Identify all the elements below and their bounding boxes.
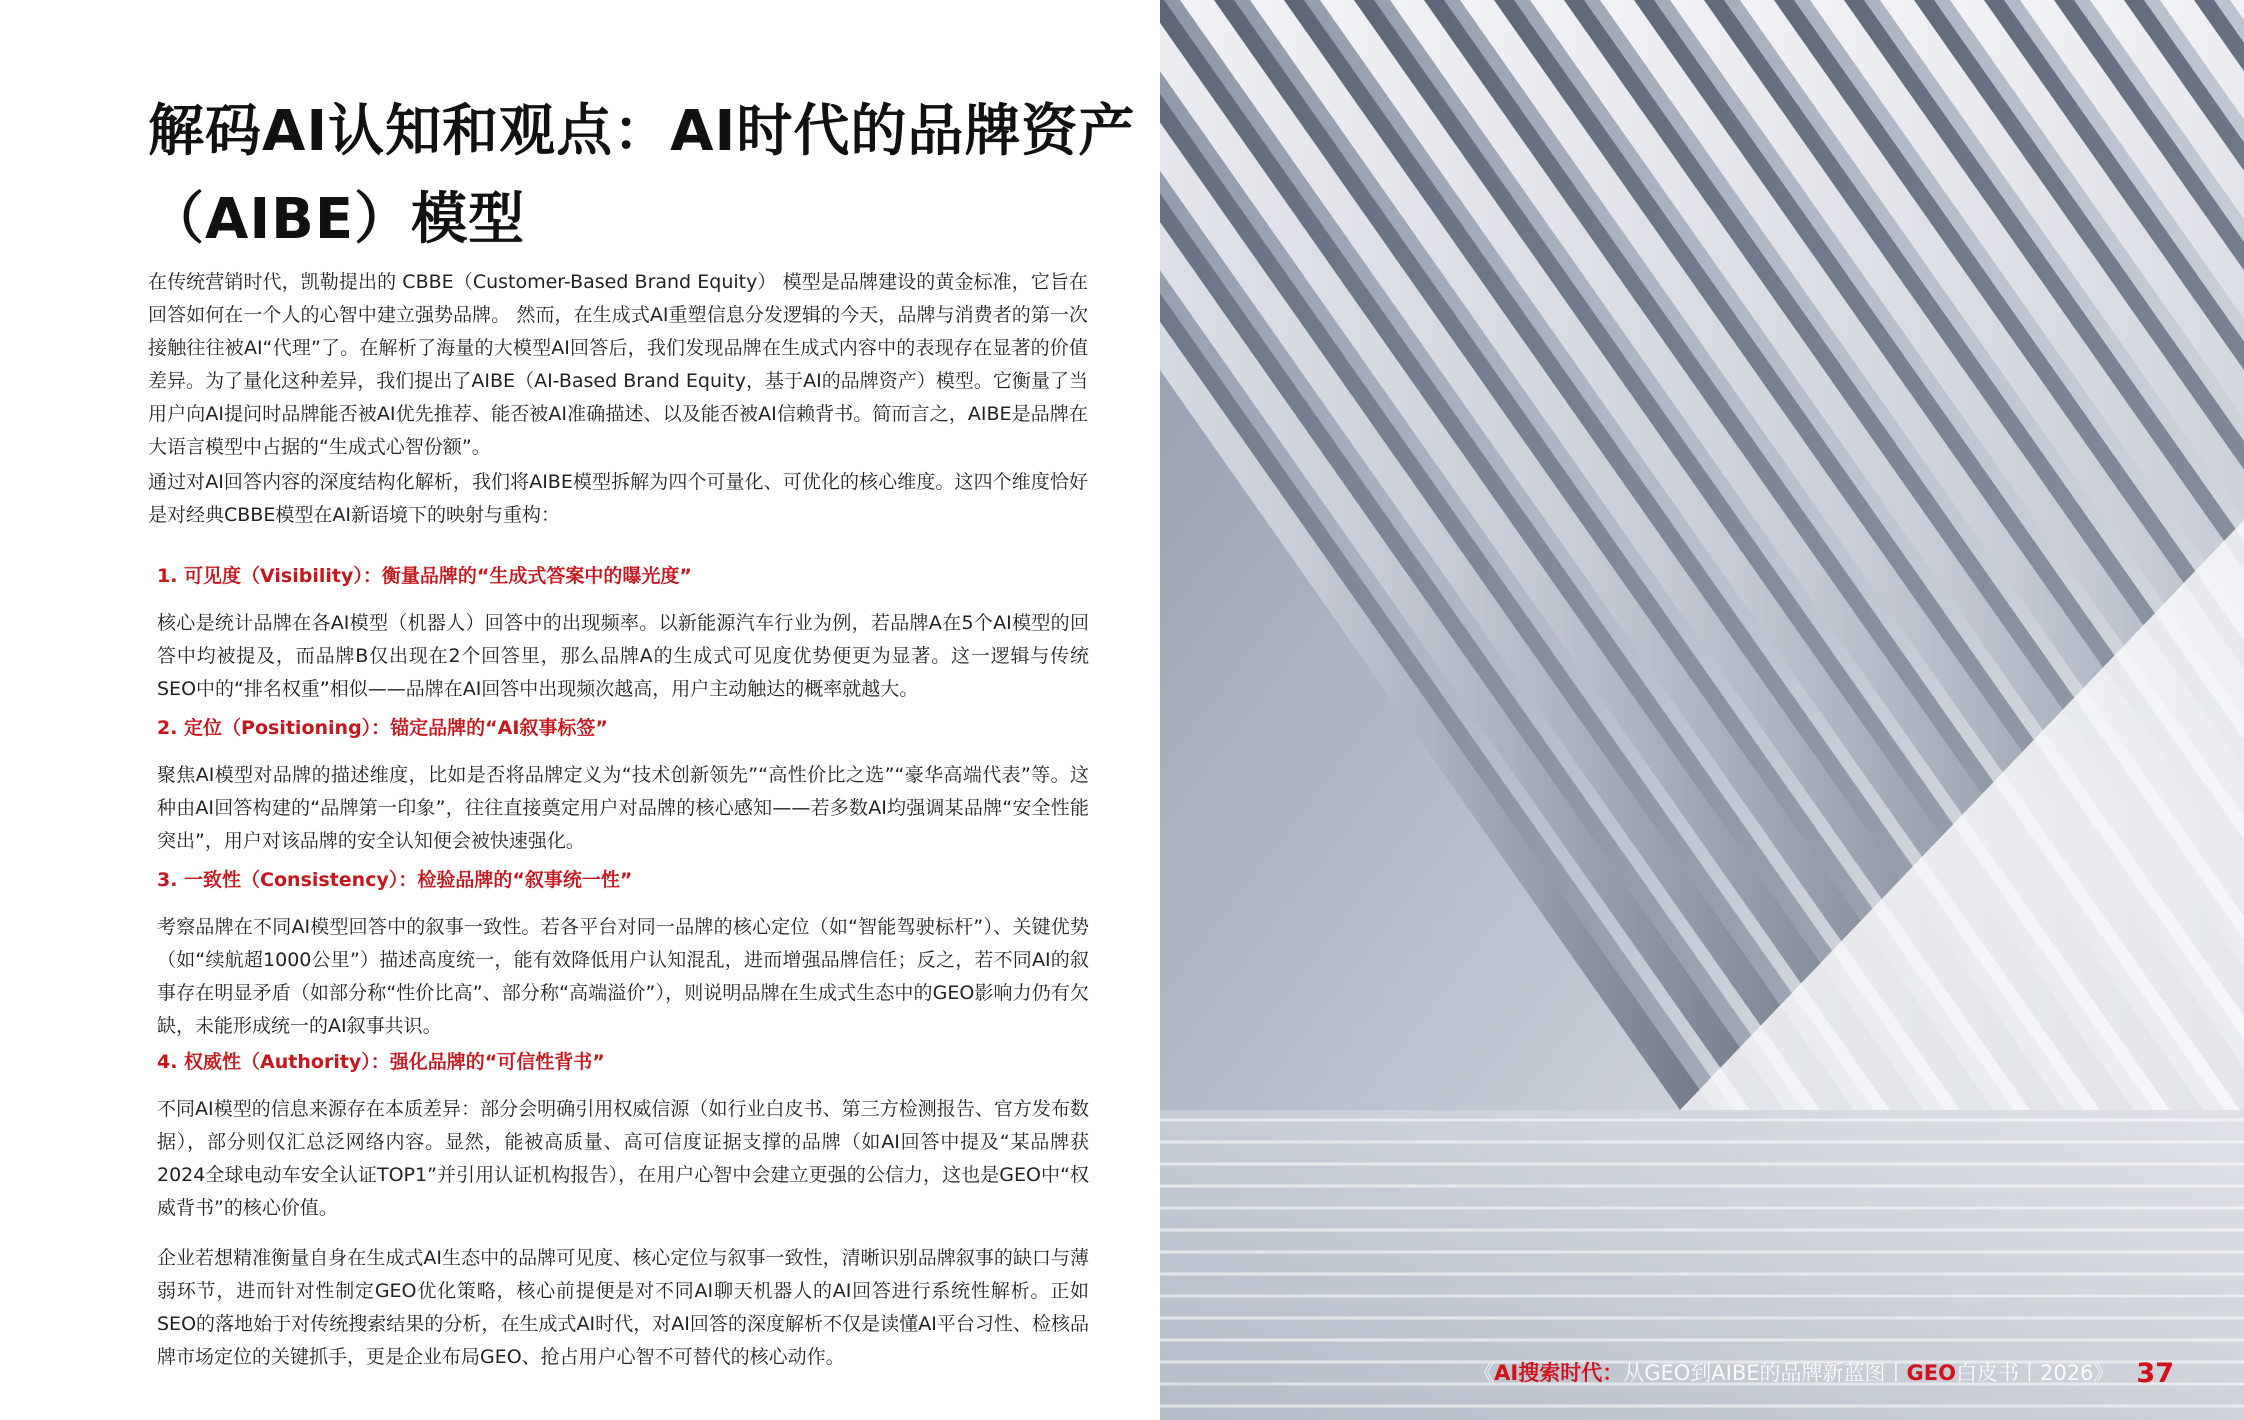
page-number: 37 xyxy=(2136,1358,2174,1389)
section-heading: 2. 定位（Positioning）：锚定品牌的“AI叙事标签” xyxy=(157,717,608,739)
page-title-line-2: （AIBE）模型 xyxy=(148,187,526,252)
footer-subtitle: 从GEO到AIBE的品牌新蓝图丨 xyxy=(1623,1361,1907,1385)
footer-open-bracket: 《 xyxy=(1473,1361,1495,1385)
section-heading: 3. 一致性（Consistency）：检验品牌的“叙事统一性” xyxy=(157,869,633,891)
page-title xyxy=(148,88,1136,264)
section-authority xyxy=(157,1046,1089,1225)
page-footer xyxy=(1473,1358,2174,1389)
closing-paragraph: 企业若想精准衡量自身在生成式AI生态中的品牌可见度、核心定位与叙事一致性，清晰识别品牌叙事的缺口与薄弱环节，进而针对性制定GEO优化策略，核心前提便是对不同AI聊天机器人的AI回答进行系统性解析。正如SEO的落地始于对传统搜索结果的分析，在生成式AI时代，对AI回答的深度解析不仅是读懂AI平台习性、检核品牌市场定位的关键抓手，更是企业布局GEO、抢占用户心智不可替代的核心动作。 xyxy=(157,1247,1089,1368)
section-positioning xyxy=(157,712,1089,858)
footer-tail: 白皮书丨2026》 xyxy=(1955,1361,2115,1385)
footer-series-title: AI搜索时代： xyxy=(1494,1361,1624,1385)
section-consistency xyxy=(157,864,1089,1043)
section-visibility xyxy=(157,560,1089,706)
section-body: 核心是统计品牌在各AI模型（机器人）回答中的出现频率。以新能源汽车行业为例，若品牌A在5个AI模型的回答中均被提及，而品牌B仅出现在2个回答里，那么品牌A的生成式可见度优势便更为显著。这一逻辑与传统SEO中的“排名权重”相似——品牌在AI回答中出现频次越高，用户主动触达的概率就越大。 xyxy=(157,612,1089,700)
intro-paragraph-1: 在传统营销时代，凯勒提出的 CBBE（Customer-Based Brand Equity） 模型是品牌建设的黄金标准，它旨在回答如何在一个人的心智中建立强势品牌。 然而，在生成式AI重塑信息分发逻辑的今天，品牌与消费者的第一次接触往往被AI“代理”了。在解析了海量的大模型AI回答后，我们发现品牌在生成式内容中的表现存在显著的价值差异。为了量化这种差异，我们提出了AIBE（AI-Based Brand Equity，基于AI的品牌资产）模型。它衡量了当用户向AI提问时品牌能否被AI优先推荐、能否被AI准确描述、以及能否被AI信赖背书。简而言之，AIBE是品牌在大语言模型中占据的“生成式心智份额”。 xyxy=(148,271,1088,458)
section-heading: 1. 可见度（Visibility）：衡量品牌的“生成式答案中的曝光度” xyxy=(157,565,692,587)
cover-image xyxy=(1160,0,2244,1420)
section-heading: 4. 权威性（Authority）：强化品牌的“可信性背书” xyxy=(157,1051,605,1073)
abstract-architecture-image xyxy=(1160,0,2244,1420)
section-body: 考察品牌在不同AI模型回答中的叙事一致性。若各平台对同一品牌的核心定位（如“智能驾驶标杆”）、关键优势（如“续航超1000公里”）描述高度统一，能有效降低用户认知混乱，进而增强品牌信任；反之，若不同AI的叙事存在明显矛盾（如部分称“性价比高”、部分称“高端溢价”），则说明品牌在生成式生态中的GEO影响力仍有欠缺，未能形成统一的AI叙事共识。 xyxy=(157,916,1089,1037)
section-body: 聚焦AI模型对品牌的描述维度，比如是否将品牌定义为“技术创新领先”“高性价比之选”“豪华高端代表”等。这种由AI回答构建的“品牌第一印象”，往往直接奠定用户对品牌的核心感知——若多数AI均强调某品牌“安全性能突出”，用户对该品牌的安全认知便会被快速强化。 xyxy=(157,764,1089,852)
page-title-line-1: 解码AI认知和观点：AI时代的品牌资产 xyxy=(148,99,1136,164)
intro-paragraph-2: 通过对AI回答内容的深度结构化解析，我们将AIBE模型拆解为四个可量化、可优化的核心维度。这四个维度恰好是对经典CBBE模型在AI新语境下的映射与重构： xyxy=(148,471,1088,526)
section-body: 不同AI模型的信息来源存在本质差异：部分会明确引用权威信源（如行业白皮书、第三方检测报告、官方发布数据），部分则仅汇总泛网络内容。显然，能被高质量、高可信度证据支撑的品牌（如AI回答中提及“某品牌获2024全球电动车安全认证TOP1”并引用认证机构报告），在用户心智中会建立更强的公信力，这也是GEO中“权威背书”的核心价值。 xyxy=(157,1098,1089,1219)
footer-geo-label: GEO xyxy=(1906,1361,1956,1385)
